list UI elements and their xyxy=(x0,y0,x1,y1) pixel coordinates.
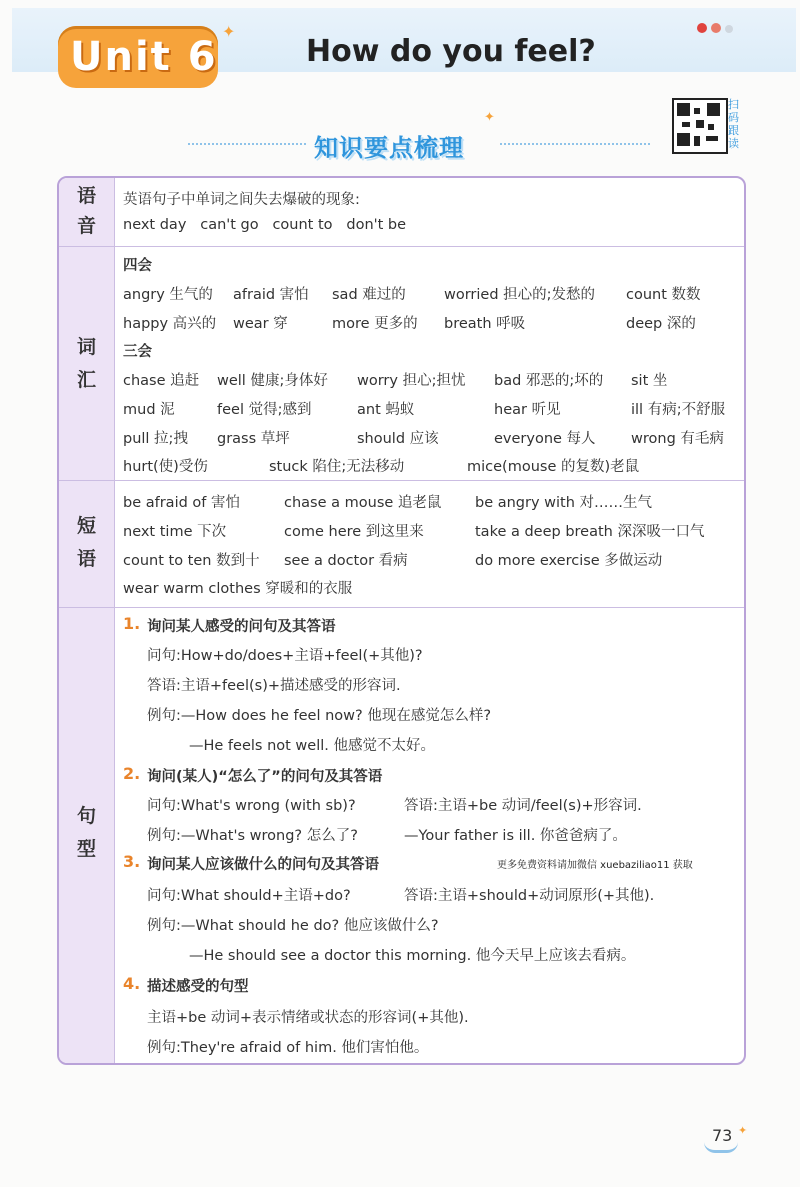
vocab-item: afraid 害怕 xyxy=(233,287,309,303)
pattern-number: 2. xyxy=(123,764,141,783)
pattern-heading: 询问(某人)“怎么了”的问句及其答语 xyxy=(147,769,383,785)
row-label-vocabulary-1: 词 xyxy=(76,336,96,358)
vocab-item: angry 生气的 xyxy=(123,287,213,303)
row-label-vocabulary-2: 汇 xyxy=(76,369,96,391)
vocab-item: bad 邪恶的;坏的 xyxy=(494,373,604,389)
pattern-question: 问句:What should+主语+do? xyxy=(147,888,351,904)
vocab-item: worried 担心的;发愁的 xyxy=(444,287,596,303)
vocab-item: chase 追赶 xyxy=(123,373,200,389)
phrase-item: do more exercise 多做运动 xyxy=(475,553,663,569)
vocab-four-skills-heading: 四会 xyxy=(123,258,152,274)
phrase-item: be afraid of 害怕 xyxy=(123,495,240,511)
vocab-item: grass 草坪 xyxy=(217,431,290,447)
vocab-item: everyone 每人 xyxy=(494,431,596,447)
pattern-example: —Your father is ill. 你爸爸病了。 xyxy=(404,828,627,844)
phrase-item: chase a mouse 追老鼠 xyxy=(284,495,442,511)
pattern-answer: 答语:主语+be 动词/feel(s)+形容词. xyxy=(404,798,642,814)
vocab-item: ill 有病;不舒服 xyxy=(631,402,726,418)
vocab-item: feel 觉得;感到 xyxy=(217,402,312,418)
phrase-item: see a doctor 看病 xyxy=(284,553,408,569)
vocab-item: worry 担心;担忧 xyxy=(357,373,466,389)
qr-caption: 扫码跟读 xyxy=(728,98,739,150)
vocab-three-skills-heading: 三会 xyxy=(123,344,152,360)
vocab-item: more 更多的 xyxy=(332,316,418,332)
row-label-phrases-1: 短 xyxy=(76,515,96,537)
pattern-example: 例句:—What should he do? 他应该做什么? xyxy=(147,918,439,934)
pattern-question: 问句:What's wrong (with sb)? xyxy=(147,798,356,814)
vocab-item: breath 呼吸 xyxy=(444,316,526,332)
vocab-item: hurt(使)受伤 xyxy=(123,459,208,475)
pattern-heading: 询问某人应该做什么的问句及其答语 xyxy=(147,857,379,873)
page-title: How do you feel? xyxy=(306,34,596,69)
phrase-item: count to ten 数到十 xyxy=(123,553,260,569)
pattern-answer: 答语:主语+feel(s)+描述感受的形容词. xyxy=(147,678,401,694)
pattern-example: 例句:—How does he feel now? 他现在感觉怎么样? xyxy=(147,708,492,724)
knowledge-table xyxy=(57,176,746,1065)
vocab-item: wear 穿 xyxy=(233,316,288,332)
vocab-item: happy 高兴的 xyxy=(123,316,217,332)
column-divider xyxy=(114,178,115,1063)
pattern-number: 4. xyxy=(123,974,141,993)
header-dots xyxy=(697,18,737,37)
pattern-number: 1. xyxy=(123,614,141,633)
phrase-item: be angry with 对……生气 xyxy=(475,495,653,511)
vocab-item: stuck 陷住;无法移动 xyxy=(269,459,405,475)
pattern-number: 3. xyxy=(123,852,141,871)
pattern-example: 例句:—What's wrong? 怎么了? xyxy=(147,828,358,844)
page-number: 73 xyxy=(712,1126,733,1145)
pattern-question: 问句:How+do/does+主语+feel(+其他)? xyxy=(147,648,423,664)
phrase-item: wear warm clothes 穿暖和的衣服 xyxy=(123,581,353,597)
vocab-item: deep 深的 xyxy=(626,316,696,332)
page-number-arc xyxy=(704,1142,738,1153)
phrase-item: take a deep breath 深深吸一口气 xyxy=(475,524,705,540)
phrase-item: next time 下次 xyxy=(123,524,227,540)
pattern-answer: 答语:主语+should+动词原形(+其他). xyxy=(404,888,655,904)
dotted-line-left xyxy=(188,143,306,145)
vocab-item: should 应该 xyxy=(357,431,439,447)
vocab-item: well 健康;身体好 xyxy=(217,373,328,389)
pattern-example: —He should see a doctor this morning. 他今天早上应该去看病。 xyxy=(189,948,636,964)
pattern-example: —He feels not well. 他感觉不太好。 xyxy=(189,738,435,754)
vocab-item: count 数数 xyxy=(626,287,701,303)
pattern-example: 例句:They're afraid of him. 他们害怕他。 xyxy=(147,1040,429,1056)
vocab-item: sit 坐 xyxy=(631,373,668,389)
pattern-heading: 描述感受的句型 xyxy=(147,979,249,995)
vocab-item: ant 蚂蚁 xyxy=(357,402,415,418)
vocab-item: sad 难过的 xyxy=(332,287,406,303)
sparkle-icon: ✦ xyxy=(738,1124,748,1137)
vocab-item: wrong 有毛病 xyxy=(631,431,724,447)
vocab-item: mud 泥 xyxy=(123,402,175,418)
vocab-item: mice(mouse 的复数)老鼠 xyxy=(467,459,640,475)
watermark-text: 更多免费资料请加微信 xuebaziliao11 获取 xyxy=(497,860,693,871)
row-divider xyxy=(59,480,744,481)
phonetics-examples: next day can't go count to don't be xyxy=(123,217,407,233)
row-label-patterns-1: 句 xyxy=(76,805,96,827)
row-label-phrases-2: 语 xyxy=(76,548,96,570)
vocab-item: hear 听见 xyxy=(494,402,561,418)
row-divider xyxy=(59,246,744,247)
row-divider xyxy=(59,607,744,608)
dotted-line-right xyxy=(500,143,650,145)
row-label-patterns-2: 型 xyxy=(76,838,96,860)
sparkle-icon: ✦ xyxy=(484,110,495,125)
row-label-phonetics-1: 语 xyxy=(76,185,96,207)
sparkle-icon: ✦ xyxy=(222,22,236,41)
unit-label: Unit 6 xyxy=(70,34,218,80)
pattern-rule: 主语+be 动词+表示情绪或状态的形容词(+其他). xyxy=(147,1010,469,1026)
row-label-phonetics-2: 音 xyxy=(76,215,96,237)
phonetics-intro: 英语句子中单词之间失去爆破的现象: xyxy=(123,192,360,208)
qr-code-icon[interactable] xyxy=(672,98,728,154)
label-column xyxy=(59,178,114,1063)
vocab-item: pull 拉;拽 xyxy=(123,431,188,447)
pattern-heading: 询问某人感受的问句及其答语 xyxy=(147,619,336,635)
phrase-item: come here 到这里来 xyxy=(284,524,424,540)
section-tag: 知识要点梳理 xyxy=(314,134,464,162)
